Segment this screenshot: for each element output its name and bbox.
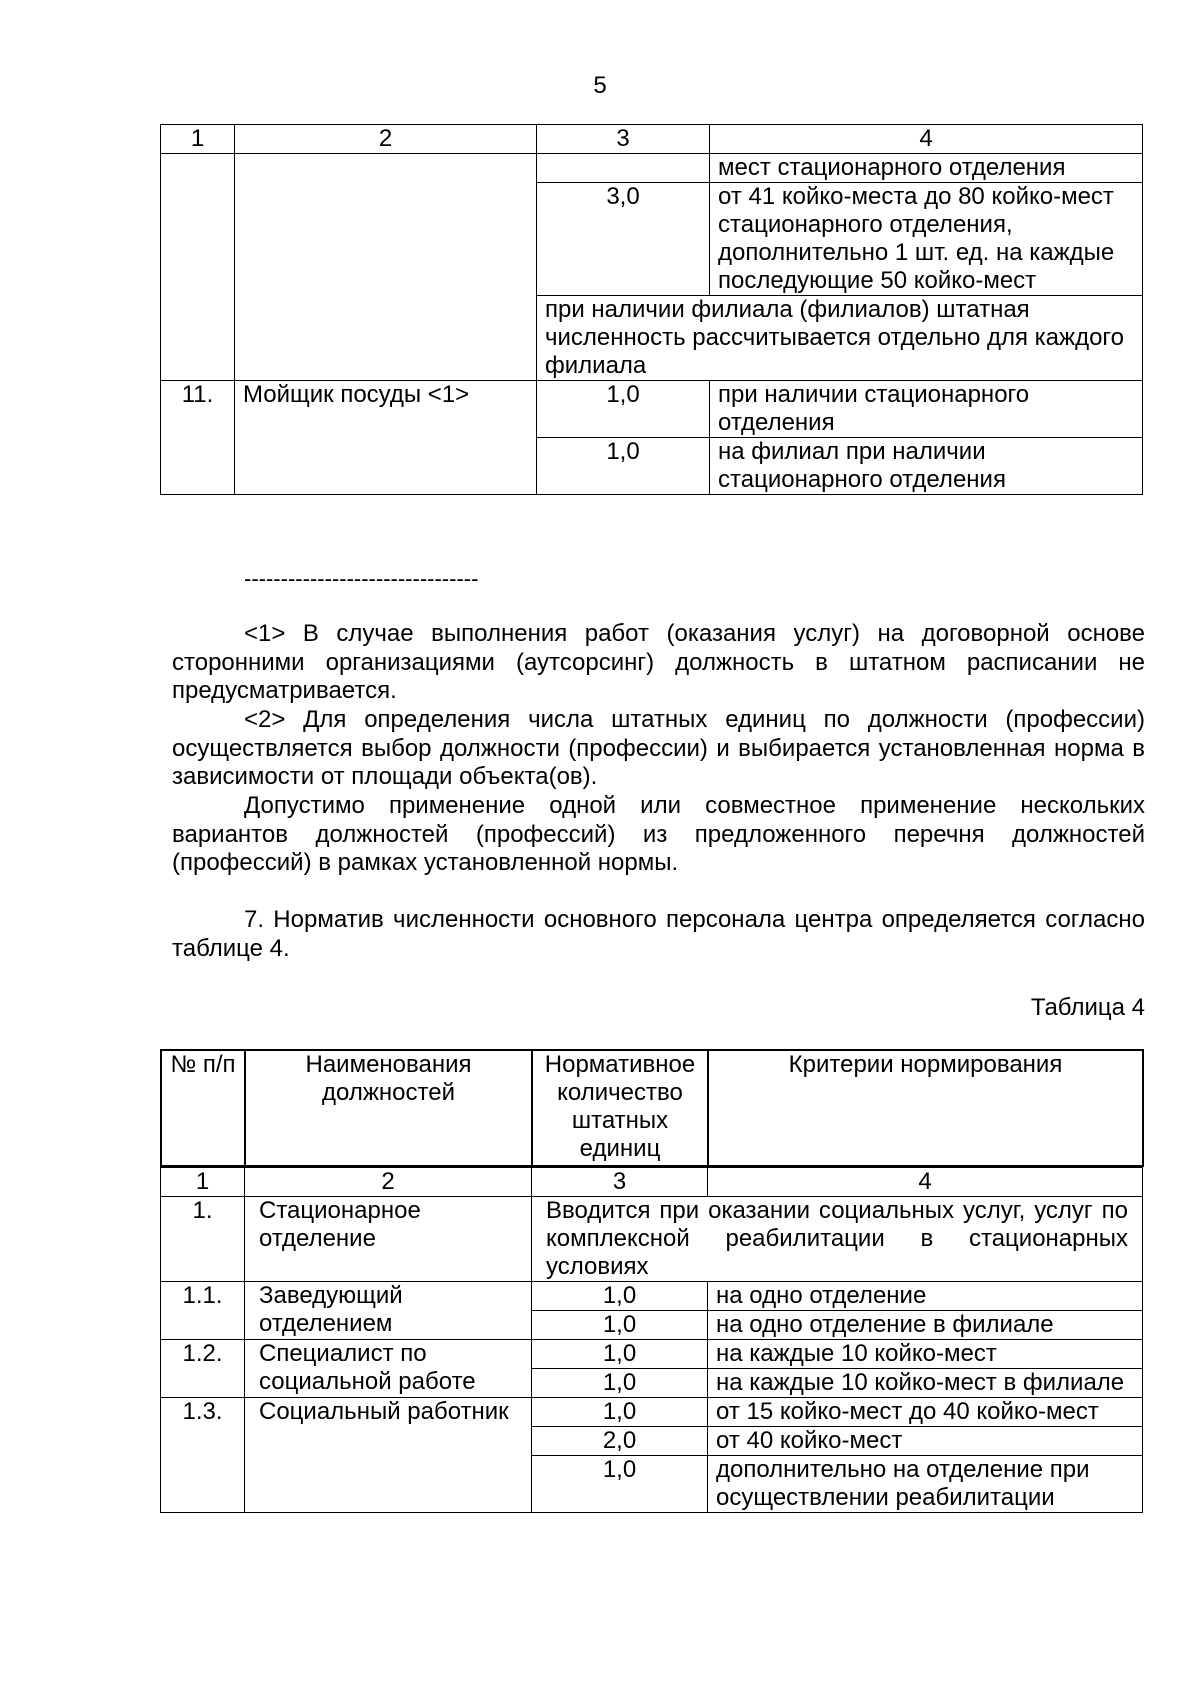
criteria-cell: при наличии стационарного отделения [710, 381, 1143, 438]
quantity-cell: 3,0 [537, 183, 710, 296]
position-name: Специалист по социальной работе [245, 1340, 532, 1398]
quantity-cell: 1,0 [532, 1398, 708, 1427]
table-header-row [161, 125, 1143, 154]
criteria-cell: мест стационарного отделения [710, 154, 1143, 183]
row-number: 1. [161, 1197, 245, 1282]
table-header-row [161, 1050, 1143, 1166]
column-number-2: 2 [235, 125, 537, 154]
table-row [161, 381, 1143, 438]
footnote-3: Допустимо применение одной или совместное применение нескольких вариантов должностей (профессий) из предложенного перечня должностей (профессий) в рамках установленной нормы. [172, 792, 1145, 876]
table-row [161, 154, 1143, 183]
table-row [161, 1340, 1143, 1369]
column-number-4: 4 [708, 1167, 1143, 1197]
row-number: 1.1. [161, 1282, 245, 1340]
footnote-2: <2> Для определения числа штатных единиц по должности (профессии) осуществляется выбор должности (профессии) и выбирается установленная норма в зависимости от площади объекта(ов). [172, 706, 1145, 790]
table-row [161, 1197, 1143, 1282]
header-position: Наименования должностей [245, 1050, 532, 1166]
column-number-3: 3 [537, 125, 710, 154]
column-number-4: 4 [710, 125, 1143, 154]
criteria-cell: на одно отделение в филиале [708, 1311, 1143, 1340]
criteria-cell: от 15 койко-мест до 40 койко-мест [708, 1398, 1143, 1427]
criteria-cell: на филиал при наличии стационарного отделения [710, 438, 1143, 495]
footnote-separator: -------------------------------- [244, 566, 479, 591]
quantity-cell: 1,0 [532, 1340, 708, 1369]
quantity-cell: 1,0 [537, 381, 710, 438]
quantity-cell: 1,0 [532, 1369, 708, 1398]
header-criteria: Критерии нормирования [708, 1050, 1143, 1166]
table-cell [235, 154, 537, 381]
criteria-cell: на каждые 10 койко-мест в филиале [708, 1369, 1143, 1398]
table-cell [161, 154, 235, 381]
position-name: Стационарное отделение [245, 1197, 532, 1282]
column-number-1: 1 [161, 1167, 245, 1197]
table-cell [537, 154, 710, 183]
criteria-cell: при наличии филиала (филиалов) штатная численность рассчитывается отдельно для каждого филиала [537, 296, 1143, 381]
row-number: 1.3. [161, 1398, 245, 1513]
quantity-cell: 1,0 [532, 1456, 708, 1513]
table-row [161, 1398, 1143, 1427]
position-name: Мойщик посуды <1> [235, 381, 537, 495]
criteria-cell: дополнительно на отделение при осуществлении реабилитации [708, 1456, 1143, 1513]
column-number-1: 1 [161, 125, 235, 154]
criteria-cell: Вводится при оказании социальных услуг, услуг по комплексной реабилитации в стационарных условиях [532, 1197, 1143, 1282]
quantity-cell: 1,0 [532, 1282, 708, 1311]
column-numbers-row [161, 1167, 1143, 1197]
criteria-cell: от 41 койко-места до 80 койко-мест стационарного отделения, дополнительно 1 шт. ед. на каждые последующие 50 койко-мест [710, 183, 1143, 296]
column-number-2: 2 [245, 1167, 532, 1197]
continued-table [160, 124, 1143, 495]
table-caption: Таблица 4 [1030, 994, 1145, 1021]
quantity-cell: 2,0 [532, 1427, 708, 1456]
table-row [161, 1282, 1143, 1311]
header-quantity: Нормативное количество штатных единиц [532, 1050, 708, 1166]
header-number: № п/п [161, 1050, 245, 1166]
table4-header [160, 1049, 1144, 1167]
table4-body [160, 1166, 1143, 1513]
paragraph-7: 7. Норматив численности основного персонала центра определяется согласно таблице 4. [172, 906, 1145, 962]
row-number: 1.2. [161, 1340, 245, 1398]
quantity-cell: 1,0 [537, 438, 710, 495]
footnote-1: <1> В случае выполнения работ (оказания услуг) на договорной основе сторонними организациями (аутсорсинг) должность в штатном расписании не предусматривается. [172, 620, 1145, 704]
criteria-cell: от 40 койко-мест [708, 1427, 1143, 1456]
criteria-cell: на одно отделение [708, 1282, 1143, 1311]
position-name: Социальный работник [245, 1398, 532, 1513]
column-number-3: 3 [532, 1167, 708, 1197]
page-number: 5 [593, 72, 607, 99]
quantity-cell: 1,0 [532, 1311, 708, 1340]
criteria-cell: на каждые 10 койко-мест [708, 1340, 1143, 1369]
row-number: 11. [161, 381, 235, 495]
position-name: Заведующий отделением [245, 1282, 532, 1340]
